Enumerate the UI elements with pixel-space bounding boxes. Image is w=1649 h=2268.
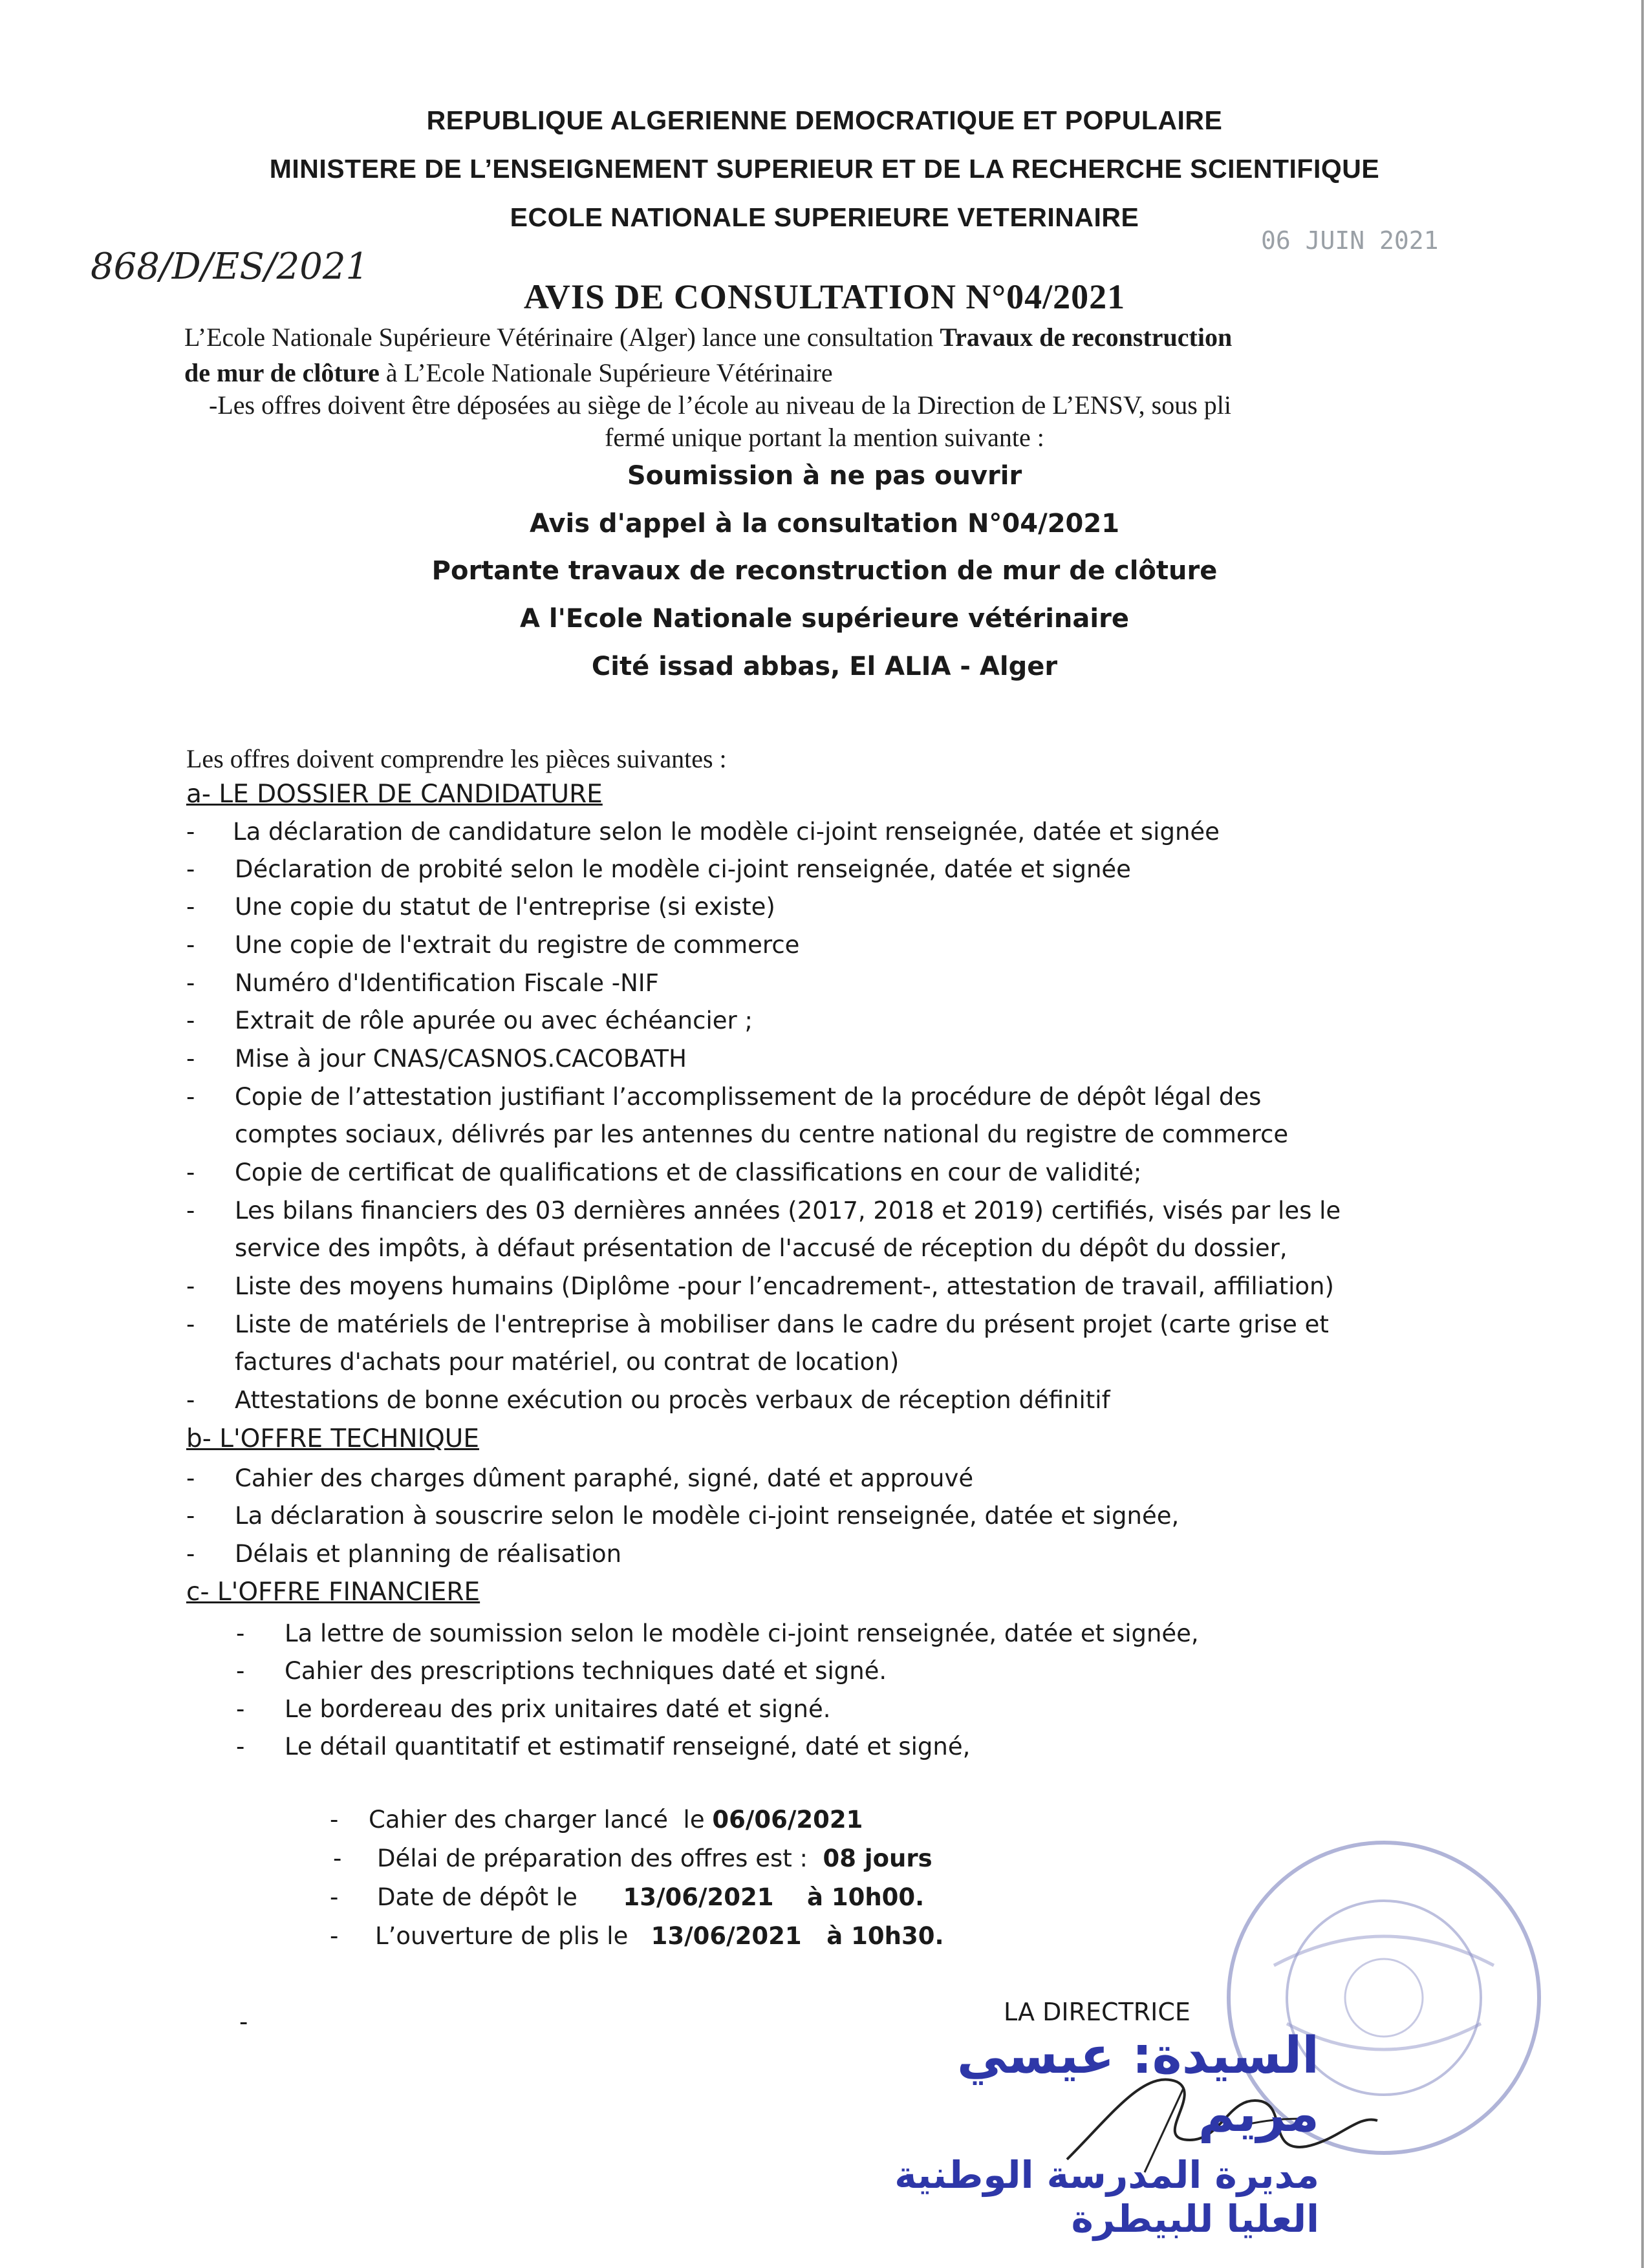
list-item: Numéro d'Identification Fiscale -NIF (235, 969, 659, 997)
list-item: La déclaration à souscrire selon le modèle ci-joint renseignée, datée et signée, (235, 1502, 1180, 1530)
intro-line-4: fermé unique portant la mention suivante : (605, 423, 1044, 452)
bullet-dash: - (330, 1922, 339, 1950)
intro-line-2 (184, 358, 833, 388)
bullet-dash: - (330, 1806, 339, 1834)
bullet-dash: - (186, 1386, 195, 1414)
bullet-dash: - (186, 818, 195, 846)
intro-bold-1: Travaux de reconstruction (940, 323, 1233, 352)
list-item: Extrait de rôle apurée ou avec échéancier ; (235, 1007, 753, 1034)
date-item (369, 1806, 863, 1834)
bullet-dash: - (186, 1159, 195, 1186)
bullet-dash: - (186, 931, 195, 959)
pieces-intro: Les offres doivent comprendre les pièces suivantes : (186, 744, 727, 773)
bullet-dash: - (186, 1272, 195, 1300)
stray-dash: - (239, 2007, 248, 2036)
bullet-dash: - (186, 1311, 195, 1338)
list-item: Liste de matériels de l'entreprise à mobiliser dans le cadre du présent projet (carte grise et (235, 1311, 1329, 1338)
list-item: Cahier des prescriptions techniques daté et signé. (285, 1657, 887, 1685)
list-item: Une copie de l'extrait du registre de commerce (235, 931, 800, 959)
list-item: Le bordereau des prix unitaires daté et signé. (285, 1695, 831, 1723)
bullet-dash: - (186, 1197, 195, 1225)
list-item: Déclaration de probité selon le modèle ci-joint renseignée, datée et signée (235, 855, 1131, 883)
list-item-continuation: service des impôts, à défaut présentation de l'accusé de réception du dépôt du dossier, (235, 1234, 1288, 1262)
signatory-name-stamp: السيدة: عيسي مريم (956, 2027, 1319, 2143)
section-c-title: c- L'OFFRE FINANCIERE (186, 1578, 480, 1607)
mention-line-5: Cité issad abbas, El ALIA - Alger (591, 652, 1058, 681)
header-ministry: MINISTERE DE L’ENSEIGNEMENT SUPERIEUR ET DE LA RECHERCHE SCIENTIFIQUE (269, 154, 1380, 184)
header-republic: REPUBLIQUE ALGERIENNE DEMOCRATIQUE ET POPULAIRE (426, 105, 1223, 135)
document-title: AVIS DE CONSULTATION N°04/2021 (523, 277, 1126, 316)
mention-line-2: Avis d'appel à la consultation N°04/2021 (529, 509, 1120, 539)
intro-line-3: -Les offres doivent être déposées au siège de l’école au niveau de la Direction de L’ENSV, sous pli (209, 390, 1231, 420)
bullet-dash: - (236, 1733, 245, 1760)
list-item: La déclaration de candidature selon le modèle ci-joint renseignée, datée et signée (233, 818, 1220, 846)
date-value: 06/06/2021 (712, 1806, 863, 1834)
date-label: Cahier des charger lancé le (369, 1806, 713, 1834)
date-item (377, 1883, 924, 1911)
list-item: Les bilans financiers des 03 dernières années (2017, 2018 et 2019) certifiés, visés par les le (235, 1197, 1341, 1225)
bullet-dash: - (186, 1083, 195, 1111)
mention-line-1: Soumission à ne pas ouvrir (627, 461, 1022, 491)
bullet-dash: - (186, 1464, 195, 1492)
bullet-dash: - (186, 969, 195, 997)
header-school: ECOLE NATIONALE SUPERIEURE VETERINAIRE (510, 202, 1139, 232)
bullet-dash: - (186, 1540, 195, 1568)
list-item: Cahier des charges dûment paraphé, signé, daté et approuvé (235, 1464, 974, 1492)
date-label: L’ouverture de plis le (375, 1922, 651, 1950)
date-item (377, 1845, 932, 1872)
list-item: Le détail quantitatif et estimatif renseigné, daté et signé, (285, 1733, 971, 1760)
list-item: Liste des moyens humains (Diplôme -pour l’encadrement-, attestation de travail, affiliation) (235, 1272, 1334, 1300)
list-item-continuation: comptes sociaux, délivrés par les antennes du centre national du registre de commerce (235, 1120, 1289, 1148)
list-item: Délais et planning de réalisation (235, 1540, 622, 1568)
bullet-dash: - (186, 1007, 195, 1034)
bullet-dash: - (236, 1695, 245, 1723)
date-value: 13/06/2021 (651, 1922, 802, 1950)
list-item: Une copie du statut de l'entreprise (si existe) (235, 893, 775, 921)
signature-role: LA DIRECTRICE (1004, 1998, 1191, 2026)
date-suffix: à 10h30. (801, 1922, 944, 1950)
date-value: 08 jours (823, 1845, 932, 1872)
bullet-dash: - (236, 1620, 245, 1647)
date-value: 13/06/2021 (623, 1883, 774, 1911)
bullet-dash: - (330, 1883, 339, 1911)
list-item: Mise à jour CNAS/CASNOS.CACOBATH (235, 1045, 687, 1073)
signatory-title-stamp: مديرة المدرسة الوطنية العليا للبيطرة (894, 2153, 1319, 2241)
bullet-dash: - (333, 1845, 342, 1872)
scan-edge (1641, 0, 1644, 2268)
date-label: Date de dépôt le (377, 1883, 623, 1911)
bullet-dash: - (186, 1502, 195, 1530)
mention-line-3: Portante travaux de reconstruction de mur de clôture (431, 556, 1218, 586)
list-item: Copie de l’attestation justifiant l’accomplissement de la procédure de dépôt légal des (235, 1083, 1262, 1111)
bullet-dash: - (186, 1045, 195, 1073)
mention-line-4: A l'Ecole Nationale supérieure vétérinaire (520, 604, 1129, 634)
list-item: La lettre de soumission selon le modèle ci-joint renseignée, datée et signée, (285, 1620, 1199, 1647)
list-item: Attestations de bonne exécution ou procès verbaux de réception définitif (235, 1386, 1110, 1414)
list-item: Copie de certificat de qualifications et de classifications en cour de validité; (235, 1159, 1142, 1186)
intro-bold-2: de mur de clôture (184, 358, 380, 387)
section-a-title: a- LE DOSSIER DE CANDIDATURE (186, 780, 603, 809)
intro-text: L’Ecole Nationale Supérieure Vétérinaire (Alger) lance une consultation (184, 323, 940, 352)
list-item-continuation: factures d'achats pour matériel, ou contrat de location) (235, 1348, 900, 1376)
bullet-dash: - (186, 855, 195, 883)
date-suffix: à 10h00. (773, 1883, 925, 1911)
bullet-dash: - (236, 1657, 245, 1685)
date-stamp: 06 JUIN 2021 (1261, 226, 1439, 255)
intro-text-2: à L’Ecole Nationale Supérieure Vétérinaire (379, 358, 833, 387)
section-b-title: b- L'OFFRE TECHNIQUE (186, 1424, 479, 1453)
date-label: Délai de préparation des offres est : (377, 1845, 823, 1872)
intro-line-1 (184, 322, 1232, 352)
date-item (375, 1922, 944, 1950)
handwritten-reference: 868/D/ES/2021 (91, 246, 369, 288)
bullet-dash: - (186, 893, 195, 921)
